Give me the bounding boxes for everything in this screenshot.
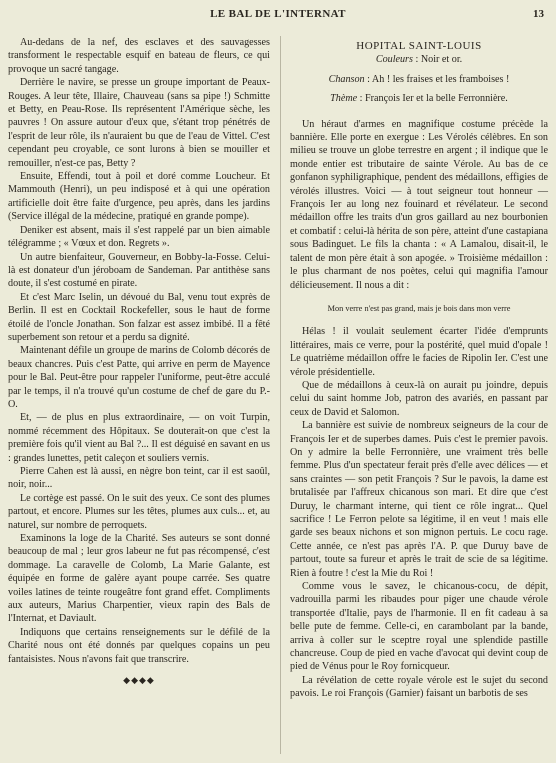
- theme-value: : François Ier et la belle Ferronnière.: [357, 93, 508, 105]
- section-ornament: ◆◆◆◆: [123, 675, 155, 686]
- paragraph: Deniker est absent, mais il s'est rappelé par un bien aimable télégramme ; « Vœux et don. Regrets ».: [8, 224, 270, 250]
- right-column: [290, 36, 548, 701]
- paragraph: Le cortège est passé. On le suit des yeux. Ce sont des plumes partout, et encore. Plumes sur les têtes, plumes aux culs... et, au naturel, sur nombre de perroquets.: [8, 492, 270, 531]
- running-header: LE BAL DE L'INTERNAT: [210, 8, 346, 20]
- paragraph: Et, — de plus en plus extraordinaire, — on voit Turpin, nommé récemment des Hôpitaux. Se douterait-on que c'est la première fois qu'il vient au Bal ?... Il est déguisé en savant en us : grandes lunettes, petit caleçon et souliers vernis.: [8, 412, 270, 464]
- couleurs-value: : Noir et or.: [412, 54, 463, 66]
- paragraph: Un autre bienfaiteur, Gouverneur, en Bobby-la-Fosse. Celui-là est donateur d'un jéroboam de Sandeman. Par antithèse sans doute, il s'est costumé en pirate.: [8, 251, 270, 290]
- paragraph: Comme vous le savez, le chicanous-cocu, de dépit, vadrouilla parmi les ribaudes pour piger une chaude vérole transportée d'Italie, pays de l'harmonie. Il en fit cadeau à sa belle pute de femme. Celle-ci, en carambolant par la bande, arriva à coller sur le sceptre royal une splendide pastille chancreuse. Coup de pied en vache d'avocat qui devint coup de pied de Vénus pour le Roy fornicqueur.: [290, 581, 548, 673]
- paragraph: Examinons la loge de la Charité. Ses auteurs se sont donné beaucoup de mal ; leur gros labeur ne fut pas récompensé, c'est dommage. La caravelle de Colomb, La Marie Galante, est équipée en forme de galère ayant poupe carrée. Ses quatre voiles latines de teinte rougeâtre font grand effet. Compliments aux auteurs, Marius Charpentier, vieux rapin des Bals de l'Internat, et Daviault.: [8, 533, 270, 625]
- paragraph: La révélation de cette royale vérole est le sujet du second pavois. Le roi François (Garnier) faisant un barbotis de ses: [290, 674, 548, 700]
- paragraph: Hélas ! il voulait seulement écarter l'idée d'emprunts littéraires, mais ce verre, pour la postérité, quel muid d'opale ! Le quatrième médaillon offre le facies de Ripolin Ier. C'est une vérole présidentielle.: [290, 326, 548, 378]
- page-number: 13: [533, 8, 544, 20]
- theme-line: [290, 92, 548, 105]
- paragraph: Indiquons que certains renseignements sur le défilé de la Charité nous ont été donnés par quelques copains un peu fantaisistes. Nous n'avons fait que transcrire.: [8, 626, 270, 665]
- chanson-line: [290, 73, 548, 86]
- couleurs-line: [290, 53, 548, 66]
- paragraph: Au-dedans de la nef, des esclaves et des sauvagesses transforment le respectable esquif en bateau de fleurs, ce qui provoque un sacré tangage.: [8, 37, 270, 75]
- paragraph: Que de médaillons à ceux-là on aurait pu joindre, depuis celui du saint homme Job, patron des avariés, en passant par ceux de David et Salomon.: [290, 379, 548, 418]
- paragraph: La bannière est suivie de nombreux seigneurs de la cour de François Ier et de superbes dames. Puis c'est le premier pavois. On y admire la belle Ferronnière, une vraiment très belle femme. Plus d'un spectateur ferait près d'elle avec délices — et sans craintes — son petit François ? Sur le pavois, la dame est brutalisée par l'affreux chicanous son mari. Et dire que c'est Duruy, le charmant interne, qui tient ce rôle ingrat... Quel sacrifice ! Le Ferron pelote sa légitime, il en veut ! mais elle garde ses beaux nichons et son mignon pertuis. Le cocu rage. Cette année, ce n'est pas après l'A. P. que Duruy bave de partout, toute sa fureur et après le trait de scie de sa légitime. Rien à foutre ! c'est la Mie du Roi !: [290, 420, 548, 579]
- chanson-label: Chanson: [328, 73, 365, 85]
- left-column: [8, 36, 270, 688]
- couleurs-label: Couleurs: [375, 54, 413, 66]
- paragraph: Pierre Cahen est là aussi, en nègre bon teint, car il est saoûl, noir, noir...: [8, 466, 270, 491]
- song-quote: Mon verre n'est pas grand, mais je bois dans mon verre: [327, 303, 511, 313]
- paragraph: Derrière le navire, se presse un groupe important de Peaux-Rouges. A leur tête, Illaire, Chauveau (sans sa pipe !) Schmitte et Betty, en Peau-Rose. Ils représentent l'Amérique sèche, les pauvres ! On assure autour d'eux que, s'étant trop pénétrés de l'esprit de leur rôle, ils n'auraient bu que de l'eau de Vittel. C'est cependant peu croyable, ce sont lurons à bien se mouiller et remouiller, n'est-ce pas, Betty ?: [8, 77, 270, 169]
- paragraph: Un héraut d'armes en magnifique costume précède la bannière. Elle porte en exergue : Les Vérolés célèbres. En son milieu se trouve un globe terrestre en argent ; il indique que le monde entier est tributaire de sainte Vérole. Au bas de ce gonfanon syphiligraphique, pendent des médaillons, effigies de vérolés illustres. Voici — à tout seigneur tout honneur — François Ier au long nez fouinard et révélateur. Le second médaillon offre les traits d'un gros gaillard au nez bourbonien et combatif : celui-là hérita de son père, atteint d'une castapiana sous Badinguet. Le fils la chanta : « A Lamalou, disait-il, le talent de mon père était à son apogée. » Troisième médaillon : le plus charmant de nos poètes, celui qui magnifia l'amour délicieusement. Il nous a dit :: [290, 118, 548, 291]
- paragraph: Ensuite, Effendi, tout à poil et doré comme Loucheur. Et Mammouth (Henri), un peu indisposé et à qui une opération artificielle doit être faite d'urgence, peu après, dans les jardins (Service illégal de la médecine, pratiqué en grande pompe).: [8, 171, 270, 223]
- theme-label: Thème: [330, 93, 358, 105]
- section-title: HOPITAL SAINT-LOUIS: [356, 40, 482, 52]
- paragraph: Maintenant défile un groupe de marins de Colomb décorés de beaux chancres. Puis c'est Patte, qui arrive en perm de Mayence pour le Bal. Peut-être pour rappeler l'uniforme, peut-être acculé par le temps, il n'a trouvé qu'un costume de chef de gare du P.-O.: [8, 345, 270, 410]
- column-divider: [280, 36, 281, 754]
- paragraph: Et c'est Marc Iselin, un dévoué du Bal, venu tout exprès de Berlin. Il est en Cocktail Rockefeller, sous le haut de forme étoilé de l'oncle Jonathan. Son falzar est assez imbibé. Il a fêté superbement son retour et a perdu sa dignité.: [8, 291, 270, 343]
- chanson-value: : Ah ! les fraises et les framboises !: [364, 73, 510, 85]
